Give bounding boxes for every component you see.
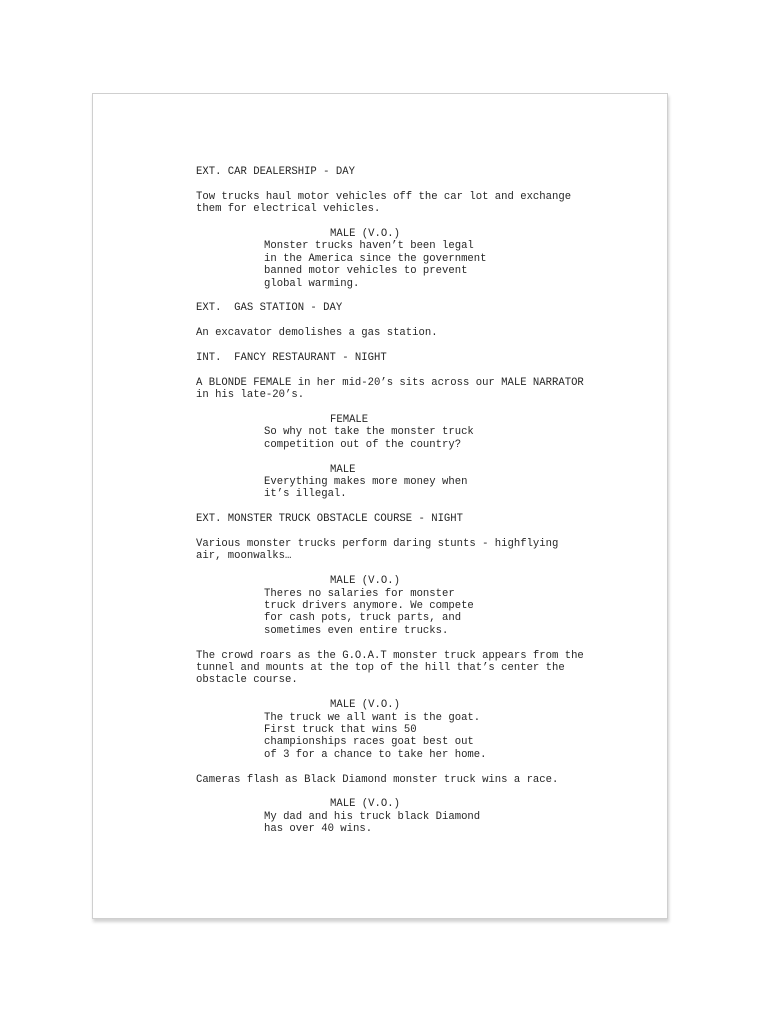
scene-heading: EXT. MONSTER TRUCK OBSTACLE COURSE - NIGHT	[196, 513, 464, 526]
dialogue-line: it’s illegal.	[264, 488, 347, 501]
action-line: Various monster trucks perform daring stunts - highflying	[196, 538, 559, 551]
dialogue-line: competition out of the country?	[264, 438, 462, 451]
action-line: them for electrical vehicles.	[196, 203, 381, 216]
character-name: MALE (V.O.)	[330, 228, 400, 240]
dialogue-line: Monster trucks haven’t been legal	[264, 240, 474, 253]
dialogue-line: global warming.	[264, 277, 360, 290]
character-name: MALE (V.O.)	[330, 699, 400, 712]
action-block	[196, 774, 616, 786]
dialogue-line: Everything makes more money when	[264, 476, 468, 489]
dialogue-line: The truck we all want is the goat.	[264, 711, 481, 724]
dialogue-line: for cash pots, truck parts, and	[264, 612, 462, 625]
script-page	[92, 93, 668, 919]
action-block	[196, 377, 616, 402]
action-line: in his late-20’s.	[196, 389, 305, 402]
dialogue-line: has over 40 wins.	[264, 823, 373, 836]
action-line: An excavator demolishes a gas station.	[196, 327, 438, 340]
action-line: tunnel and mounts at the top of the hill that’s center the	[196, 662, 565, 675]
dialogue-line: My dad and his truck black Diamond	[264, 810, 481, 823]
script-body	[196, 166, 616, 848]
character-name: MALE (V.O.)	[330, 575, 400, 588]
dialogue-line: banned motor vehicles to prevent	[264, 265, 468, 278]
dialogue-block	[196, 798, 616, 835]
dialogue-block	[196, 699, 616, 761]
action-block	[196, 650, 616, 687]
dialogue-block	[196, 575, 616, 637]
action-line: Tow trucks haul motor vehicles off the car lot and exchange	[196, 190, 572, 203]
dialogue-block	[196, 414, 616, 451]
dialogue-line: in the America since the government	[264, 252, 487, 265]
character-name: FEMALE	[330, 414, 369, 427]
action-line: Cameras flash as Black Diamond monster truck wins a race.	[196, 773, 559, 786]
dialogue-line: So why not take the monster truck	[264, 426, 474, 439]
dialogue-line: sometimes even entire trucks.	[264, 624, 449, 637]
action-line: A BLONDE FEMALE in her mid-20’s sits across our MALE NARRATOR	[196, 376, 584, 389]
action-block	[196, 538, 616, 563]
action-block	[196, 327, 616, 339]
character-name: MALE (V.O.)	[330, 798, 400, 811]
dialogue-line: of 3 for a chance to take her home.	[264, 748, 487, 761]
dialogue-block	[196, 228, 616, 290]
dialogue-line: championships races goat best out	[264, 736, 474, 749]
action-line: air, moonwalks…	[196, 550, 292, 563]
scene-heading: EXT. CAR DEALERSHIP - DAY	[196, 166, 355, 178]
action-line: obstacle course.	[196, 674, 298, 687]
dialogue-line: First truck that wins 50	[264, 724, 417, 737]
scene-heading: INT. FANCY RESTAURANT - NIGHT	[196, 352, 387, 365]
scene-heading: EXT. GAS STATION - DAY	[196, 302, 343, 315]
dialogue-block	[196, 464, 616, 501]
action-line: The crowd roars as the G.O.A.T monster truck appears from the	[196, 649, 584, 662]
dialogue-line: truck drivers anymore. We compete	[264, 600, 474, 613]
dialogue-line: Theres no salaries for monster	[264, 587, 455, 600]
character-name: MALE	[330, 463, 356, 476]
action-block	[196, 191, 616, 216]
